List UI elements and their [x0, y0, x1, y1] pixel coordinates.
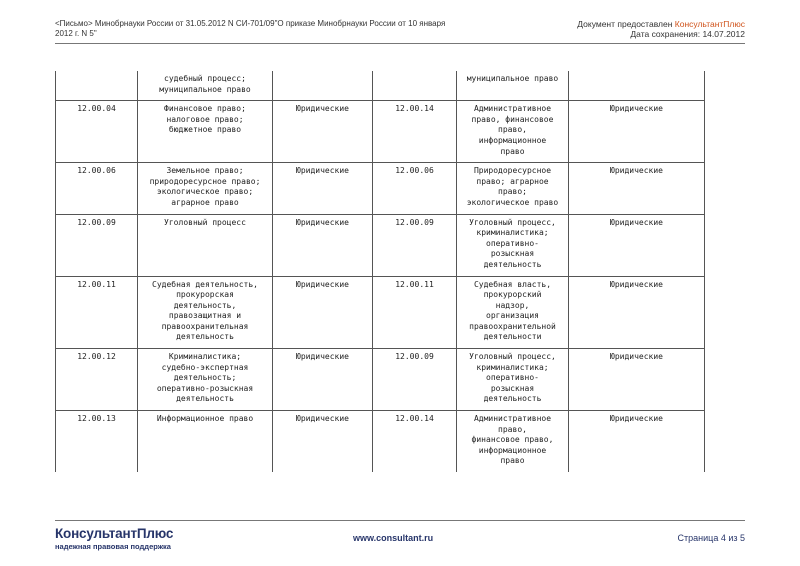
table-cell: муниципальное право	[457, 71, 569, 101]
table-cell: 12.00.06	[56, 163, 138, 214]
footer-divider	[55, 520, 745, 521]
table-cell: Земельное право; природоресурсное право; экологическое право; аграрное право	[138, 163, 273, 214]
document-title: <Письмо> Минобрнауки России от 31.05.2012 N СИ-701/09"О приказе Минобрнауки России от 10 января 2012 г. N 5"	[55, 19, 446, 38]
table-cell	[56, 71, 138, 101]
table-row	[56, 411, 705, 472]
table-cell: Юридические	[569, 163, 705, 214]
table-cell: 12.00.14	[373, 411, 457, 472]
table-cell: 12.00.09	[56, 214, 138, 276]
table-cell: Информационное право	[138, 411, 273, 472]
table-cell: Юридические	[273, 101, 373, 163]
specialties-table	[55, 71, 705, 472]
table-cell: 12.00.14	[373, 101, 457, 163]
table-cell: 12.00.12	[56, 349, 138, 411]
table-row	[56, 101, 705, 163]
table-cell: Судебная деятельность, прокурорская деятельность, правозащитная и правоохранительная деятельность	[138, 276, 273, 349]
table-cell: Юридические	[569, 349, 705, 411]
table-cell: Уголовный процесс, криминалистика; оперативно- розыскная деятельность	[457, 214, 569, 276]
table-cell: Юридические	[569, 214, 705, 276]
table-cell: Юридические	[569, 276, 705, 349]
table-cell	[373, 71, 457, 101]
table-cell: судебный процесс; муниципальное право	[138, 71, 273, 101]
table-cell: Юридические	[569, 411, 705, 472]
table-cell: Административное право, финансовое право, информационное право	[457, 101, 569, 163]
table-row	[56, 71, 705, 101]
website-link[interactable]: www.consultant.ru	[353, 533, 434, 543]
table-cell: Уголовный процесс	[138, 214, 273, 276]
table-row	[56, 276, 705, 349]
table-cell: 12.00.06	[373, 163, 457, 214]
header-divider	[55, 43, 745, 44]
table-cell: Криминалистика; судебно-экспертная деятельность; оперативно-розыскная деятельность	[138, 349, 273, 411]
table-cell: 12.00.09	[373, 214, 457, 276]
logo-name: КонсультантПлюс	[55, 526, 174, 541]
logo-tagline: надежная правовая поддержка	[55, 542, 171, 551]
table-cell: Юридические	[273, 411, 373, 472]
table-cell	[273, 71, 373, 101]
table-cell: Административное право, финансовое право, информационное право	[457, 411, 569, 472]
table-cell: Уголовный процесс, криминалистика; оперативно- розыскная деятельность	[457, 349, 569, 411]
table-cell: Финансовое право; налоговое право; бюджетное право	[138, 101, 273, 163]
header-info	[577, 19, 745, 39]
provided-by-label: Документ предоставлен	[577, 19, 673, 29]
table-cell: Юридические	[273, 163, 373, 214]
provided-by-brand[interactable]: КонсультантПлюс	[674, 19, 745, 29]
table-cell: 12.00.11	[56, 276, 138, 349]
table-cell: Природоресурсное право; аграрное право; экологическое право	[457, 163, 569, 214]
table-row	[56, 214, 705, 276]
table-cell	[569, 71, 705, 101]
table-cell: Судебная власть, прокурорский надзор, организация правоохранительной деятельности	[457, 276, 569, 349]
save-date: Дата сохранения: 14.07.2012	[630, 29, 745, 39]
table-row	[56, 163, 705, 214]
table-cell: Юридические	[273, 214, 373, 276]
table-cell: 12.00.11	[373, 276, 457, 349]
table-cell: 12.00.09	[373, 349, 457, 411]
table-cell: Юридические	[273, 349, 373, 411]
table-cell: Юридические	[273, 276, 373, 349]
consultant-logo[interactable]	[55, 526, 173, 551]
page-number: Страница 4 из 5	[677, 533, 745, 543]
table-cell: 12.00.04	[56, 101, 138, 163]
table-row	[56, 349, 705, 411]
table-cell: Юридические	[569, 101, 705, 163]
table-cell: 12.00.13	[56, 411, 138, 472]
